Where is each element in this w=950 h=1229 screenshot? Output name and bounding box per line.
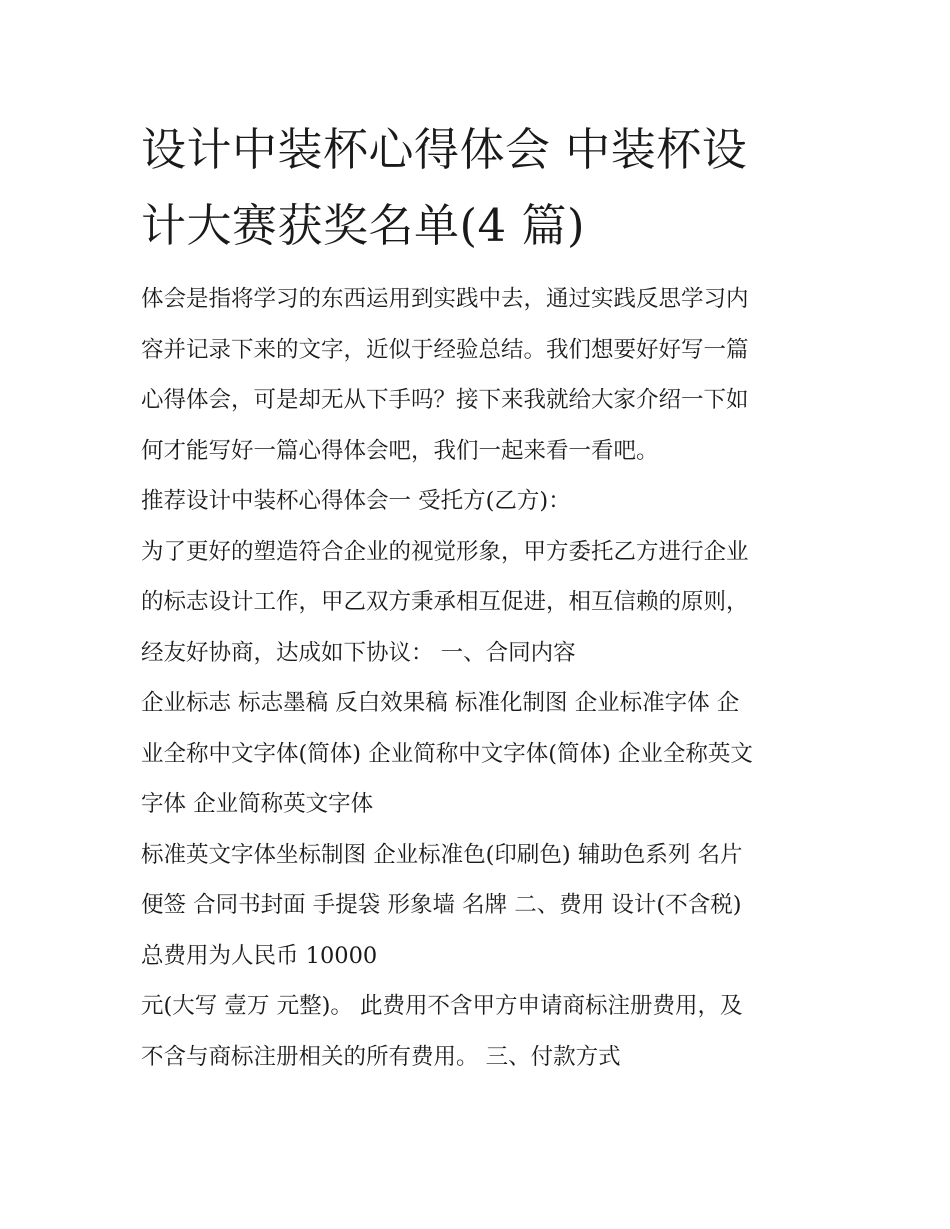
text-line: 字体 企业简称英文字体	[141, 791, 374, 817]
text-line: 何才能写好一篇心得体会吧，我们一起来看一看吧。	[141, 437, 659, 464]
paragraph-fee-note	[141, 981, 821, 1082]
paragraph-agreement	[141, 527, 821, 679]
text-line: 业全称中文字体(简体) 企业简称中文字体(简体) 企业全称英文	[141, 740, 753, 767]
text-line: 元(大写 壹万 元整)。 此费用不含甲方申请商标注册费用，及	[141, 993, 743, 1019]
text-line: 为了更好的塑造符合企业的视觉形象，甲方委托乙方进行企业	[141, 538, 749, 565]
paragraph-items-fee	[141, 830, 821, 982]
text-line: 企业标志 标志墨稿 反白效果稿 标准化制图 企业标准字体 企	[141, 690, 740, 716]
text-line: 心得体会，可是却无从下手吗？接下来我就给大家介绍一下如	[141, 387, 749, 413]
document-title	[141, 112, 821, 264]
text-line: 经友好协商，达成如下协议： 一、合同内容	[141, 639, 576, 666]
text-line: 标准英文字体坐标制图 企业标准色(印刷色) 辅助色系列 名片	[141, 841, 743, 868]
paragraph-intro	[141, 274, 821, 476]
document-page	[141, 112, 821, 1082]
text-line: 的标志设计工作，甲乙双方秉承相互促进，相互信赖的原则，	[141, 589, 749, 615]
title-line-1: 设计中装杯心得体会 中装杯设	[141, 123, 748, 176]
text-line: 总费用为人民币 10000	[141, 942, 378, 969]
text-line: 便签 合同书封面 手提袋 形象墙 名牌 二、费用 设计(不含税)	[141, 892, 742, 918]
text-line: 推荐设计中装杯心得体会一 受托方(乙方)：	[141, 488, 571, 514]
text-line: 体会是指将学习的东西运用到实践中去，通过实践反思学习内	[141, 286, 749, 312]
paragraph-recommend	[141, 476, 821, 527]
paragraph-contents	[141, 678, 821, 830]
title-line-2: 计大赛获奖名单(4 篇)	[141, 199, 586, 252]
text-line: 容并记录下来的文字，近似于经验总结。我们想要好好写一篇	[141, 336, 749, 363]
text-line: 不含与商标注册相关的所有费用。 三、付款方式	[141, 1043, 621, 1070]
